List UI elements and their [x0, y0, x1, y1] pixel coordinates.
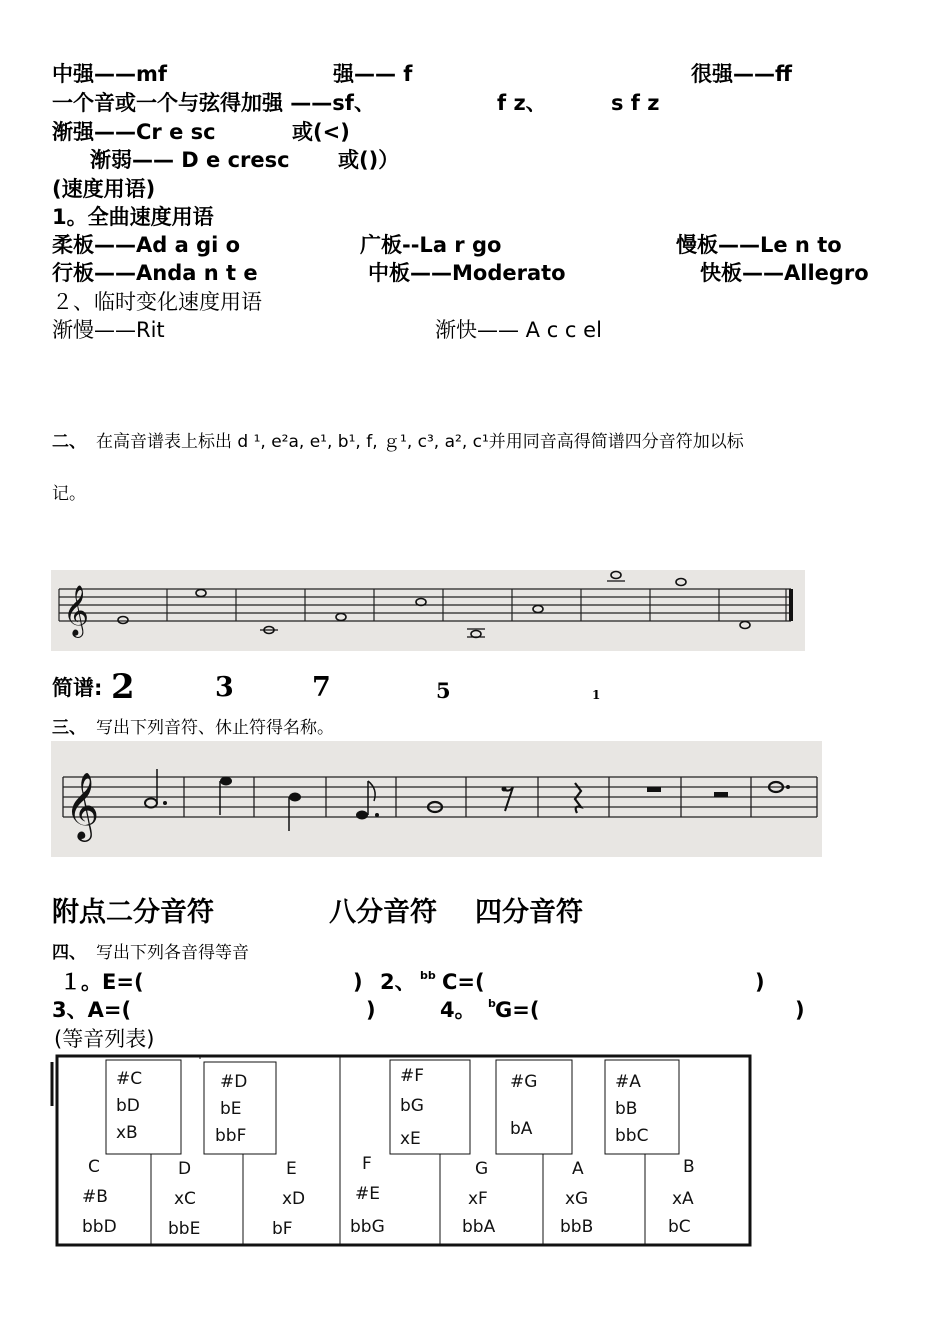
jianpu-note-2: 3: [215, 672, 234, 703]
tempo-heading: (速度用语): [52, 177, 156, 201]
wk-e: E: [286, 1159, 297, 1179]
bk-fbb: bbF: [215, 1126, 247, 1146]
q4-item3: 3、A=(: [52, 998, 132, 1022]
q4-item4: G=(: [495, 998, 540, 1022]
tempo-moderato: 中板——Moderato: [368, 261, 566, 285]
wk-c: C: [88, 1157, 100, 1177]
bk-as: #A: [615, 1072, 641, 1092]
dyn-f: 强—— f: [333, 62, 413, 86]
wk-bbb: bbB: [560, 1217, 594, 1237]
tempo-lento: 慢板——Le n to: [676, 233, 842, 257]
q4-item2-num: 2、: [380, 970, 416, 994]
wk-dbb: bbD: [82, 1217, 117, 1237]
q4-item2-close: ): [755, 970, 765, 994]
wk-ax: xA: [672, 1189, 694, 1209]
treble-clef-icon: 𝄞: [63, 585, 90, 636]
wk-es: #E: [355, 1184, 380, 1204]
q3-answer-dotted-half: 附点二分音符: [52, 897, 214, 928]
tempo-rit: 渐慢——Rit: [52, 318, 165, 342]
q4-number: 四、: [52, 943, 86, 963]
dyn-sf: 一个音或一个与弦得加强 ——sf、: [52, 91, 375, 115]
dyn-decresc: 渐弱—— D e cresc: [90, 148, 290, 172]
treble-clef-icon-2: 𝄞: [65, 771, 100, 839]
dyn-ff: 很强——ff: [691, 62, 793, 86]
q4-item1: １。E=(: [60, 970, 144, 994]
q3-answer-quarter: 四分音符: [475, 897, 583, 928]
tempo-allegro: 快板——Allegro: [700, 261, 869, 285]
q4-item2: C=(: [442, 970, 485, 994]
staff-pitch-exercise: [51, 570, 805, 651]
jianpu-note-5: 1: [592, 688, 601, 702]
q4-item2-accidental: bb: [420, 969, 436, 982]
bk-db: bD: [116, 1096, 140, 1116]
enharmonic-table-title: (等音列表): [54, 1027, 155, 1051]
wk-d: D: [178, 1159, 192, 1179]
tempo-sub1: 1。全曲速度用语: [52, 205, 214, 229]
wk-bs: #B: [82, 1187, 108, 1207]
q4-text: 写出下列各音得等音: [96, 943, 249, 963]
bk-fs: #F: [400, 1066, 425, 1086]
bk-cbb: bbC: [615, 1126, 649, 1146]
bk-ab: bA: [510, 1119, 533, 1139]
q3-answer-eighth: 八分音符: [329, 897, 437, 928]
tempo-andante: 行板——Anda n t e: [52, 261, 258, 285]
dyn-decresc-sign: 或()）: [338, 148, 400, 172]
bk-bx: xB: [116, 1123, 138, 1143]
tempo-sub2: ２、临时变化速度用语: [52, 290, 262, 314]
wk-abb: bbA: [462, 1217, 496, 1237]
keyboard-svg: [50, 1054, 753, 1250]
jianpu-label: 简谱:: [52, 676, 103, 700]
jianpu-note-4: 5: [436, 678, 451, 703]
dyn-cresc-sign: 或(<): [292, 120, 350, 144]
q4-item4-close: ): [795, 998, 805, 1022]
bk-gb: bG: [400, 1096, 424, 1116]
staff-note-names: [51, 741, 822, 857]
wk-b: B: [683, 1157, 695, 1177]
wk-f: F: [362, 1154, 372, 1174]
bk-ex: xE: [400, 1129, 421, 1149]
jianpu-note-3: 7: [312, 672, 331, 703]
q4-item3-close: ): [366, 998, 376, 1022]
wk-a: A: [572, 1159, 584, 1179]
wk-fb: bF: [272, 1219, 293, 1239]
wk-gbb: bbG: [350, 1217, 385, 1237]
staff-notes-svg: [51, 741, 822, 857]
wk-cb: bC: [668, 1217, 691, 1237]
wk-cx: xC: [174, 1189, 196, 1209]
dyn-sfz: s f z: [611, 91, 660, 115]
dyn-fz: f z、: [497, 91, 547, 115]
bk-gs: #G: [510, 1072, 538, 1092]
wk-dx: xD: [282, 1189, 306, 1209]
q2-text-cont: 记。: [52, 484, 86, 504]
wk-fx: xF: [468, 1189, 488, 1209]
bk-bb: bB: [615, 1099, 638, 1119]
bk-ds: #D: [220, 1072, 248, 1092]
wk-g: G: [475, 1159, 489, 1179]
q3-text: 写出下列音符、休止符得名称。: [96, 718, 334, 738]
q4-item1-close: ): [353, 970, 363, 994]
wk-ebb: bbE: [168, 1219, 201, 1239]
tempo-adagio: 柔板——Ad a gi o: [52, 233, 241, 257]
jianpu-note-1: 2: [111, 667, 135, 707]
bk-eb: bE: [220, 1099, 242, 1119]
bk-cs: #C: [116, 1069, 143, 1089]
q4-item4-accidental: b: [488, 997, 496, 1010]
q3-number: 三、: [52, 718, 86, 738]
tempo-largo: 广板--La r go: [360, 233, 502, 257]
q4-item4-num: 4。: [440, 998, 476, 1022]
dyn-cresc: 渐强——Cr e sc: [52, 120, 216, 144]
q2-text: 在高音谱表上标出 d ¹, e²a, e¹, b¹, f, ｇ¹, c³, a², c¹并用同音高得简谱四分音符加以标: [96, 432, 744, 452]
enharmonic-keyboard: [50, 1054, 753, 1250]
staff-pitch-svg: [51, 570, 805, 651]
wk-gx: xG: [565, 1189, 589, 1209]
tempo-accel: 渐快—— A c c el: [435, 318, 602, 342]
q2-number: 二、: [52, 432, 86, 452]
dyn-mf: 中强——mf: [52, 62, 168, 86]
